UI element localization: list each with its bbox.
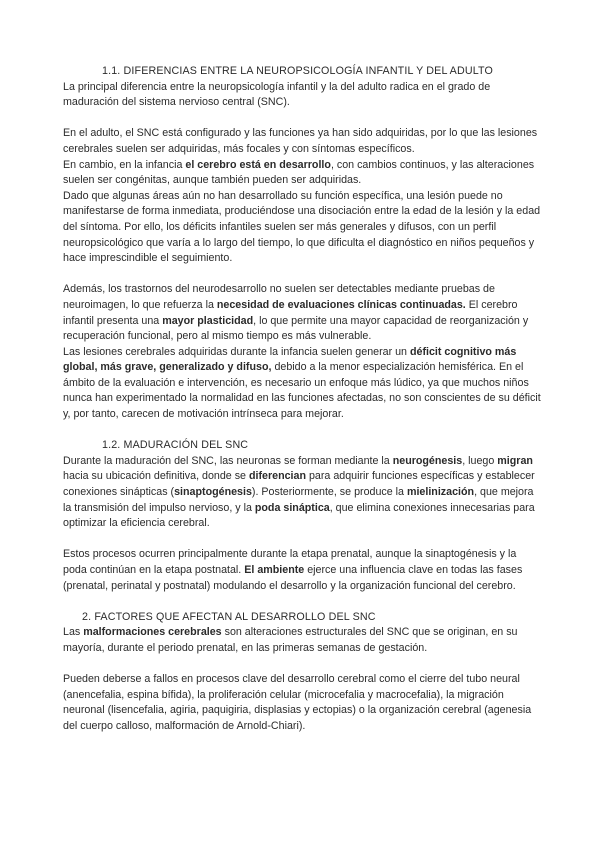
bold-text: mielinización	[406, 486, 475, 499]
text-run: , lo que permite una mayor capacidad de reorganización y recuperación funcional, pero al mismo tiempo es más vulnerable.	[63, 314, 529, 343]
text-run: ejerce una influencia clave en todas las fases (prenatal, perinatal y postnatal) modulando el desarrollo y la organización funcional del cerebro.	[63, 564, 523, 592]
text-run: , que mejora la transmisión del impulso nervioso, y la	[63, 486, 534, 514]
paragraph	[63, 282, 543, 344]
bold-text: diferencian	[248, 470, 306, 483]
text-run: Las	[63, 626, 84, 639]
text-run: Las lesiones cerebrales adquiridas durante la infancia suelen generar un	[63, 345, 410, 358]
text-run: En cambio, en la infancia	[63, 158, 186, 171]
text-run: para adquirir funciones específicas y establecer conexiones sinápticas (	[63, 470, 535, 499]
text-run: Estos procesos ocurren principalmente durante la etapa prenatal, aunque la sinaptogénesis y la poda continúan en la etapa postnatal.	[63, 548, 517, 576]
paragraph	[63, 345, 543, 423]
bold-text: necesidad de evaluaciones clínicas continuadas.	[216, 298, 466, 311]
bold-text: migran	[497, 454, 533, 467]
bold-text: el cerebro está en desarrollo	[185, 158, 331, 171]
bold-text: poda sináptica	[254, 501, 330, 514]
bold-text: sinaptogénesis	[174, 486, 252, 499]
section-heading-1-2: 1.2. MADURACIÓN DEL SNC	[102, 439, 249, 452]
section-heading-2: 2. FACTORES QUE AFECTAN AL DESARROLLO DEL SNC	[82, 610, 376, 623]
paragraph: Dado que algunas áreas aún no han desarrollado su función específica, una lesión puede no manifestarse de forma inmediata, produciéndose una disociación entre la edad de la lesión y la edad del síntoma. Por ello, los déficits infantiles suelen ser más generales y difusos, con un perfil neuropsicológico que varía a lo largo del tiempo, lo que dificulta el diagnóstico en niños pequeños y hace imprescindible el seguimiento.	[63, 189, 541, 265]
bold-text: malformaciones cerebrales	[83, 626, 222, 639]
text-run: Durante la maduración del SNC, las neuronas se forman mediante la	[63, 454, 393, 467]
paragraph	[63, 454, 543, 532]
bold-text: El ambiente	[244, 564, 305, 576]
paragraph: La principal diferencia entre la neuropsicología infantil y la del adulto radica en el grado de maduración del sistema nervioso central (SNC).	[63, 80, 491, 109]
text-run: ). Posteriormente, se produce la	[251, 486, 407, 499]
paragraph	[63, 158, 543, 189]
bold-text: déficit cognitivo más global, más grave, generalizado y difuso,	[63, 345, 517, 374]
paragraph: En el adulto, el SNC está configurado y las funciones ya han sido adquiridas, por lo que las lesiones cerebrales suelen ser adquiridas, más focales y con síntomas específicos.	[63, 127, 538, 155]
text-run: , que elimina conexiones innecesarias para optimizar la eficiencia cerebral.	[63, 501, 535, 530]
paragraph	[63, 625, 543, 656]
text-run: , con cambios continuos, y las alteraciones suelen ser congénitas, aunque también pueden ser adquiridas.	[63, 158, 535, 187]
bold-text: neurogénesis	[392, 454, 463, 467]
paragraph	[63, 547, 543, 594]
text-run: , luego	[462, 454, 498, 467]
text-run: El cerebro infantil presenta una	[63, 298, 518, 327]
bold-text: mayor plasticidad	[162, 314, 254, 327]
paragraph: Pueden deberse a fallos en procesos clave del desarrollo cerebral como el cierre del tubo neural (anencefalia, espina bífida), la proliferación celular (microcefalia y macrocefalia), la migración neuronal (lisencefalia, agiria, paquigiria, displasias y ectopias) o la organización cerebral (agenesia del cuerpo calloso, malformación de Arnold-Chiari).	[63, 673, 532, 732]
section-heading-1-1: 1.1. DIFERENCIAS ENTRE LA NEUROPSICOLOGÍA INFANTIL Y DEL ADULTO	[102, 65, 493, 77]
text-run: son alteraciones estructurales del SNC que se originan, en su mayoría, durante el periodo prenatal, en las primeras semanas de gestación.	[63, 626, 518, 654]
document-content	[63, 64, 543, 735]
text-run: debido a la menor especialización hemisférica. En el ámbito de la evaluación e intervención, es necesario un enfoque más lúdico, ya que muchos niños nunca han experimentado la normalidad en las funciones afectadas, no son conscientes de su déficit y, por tanto, carecen de motivación intrínseca para mejorar.	[63, 361, 541, 421]
text-run: hacia su ubicación definitiva, donde se	[63, 470, 249, 483]
text-run: Además, los trastornos del neurodesarrollo no suelen ser detectables mediante pruebas de neuroimagen, lo que refuerza la	[63, 283, 495, 311]
